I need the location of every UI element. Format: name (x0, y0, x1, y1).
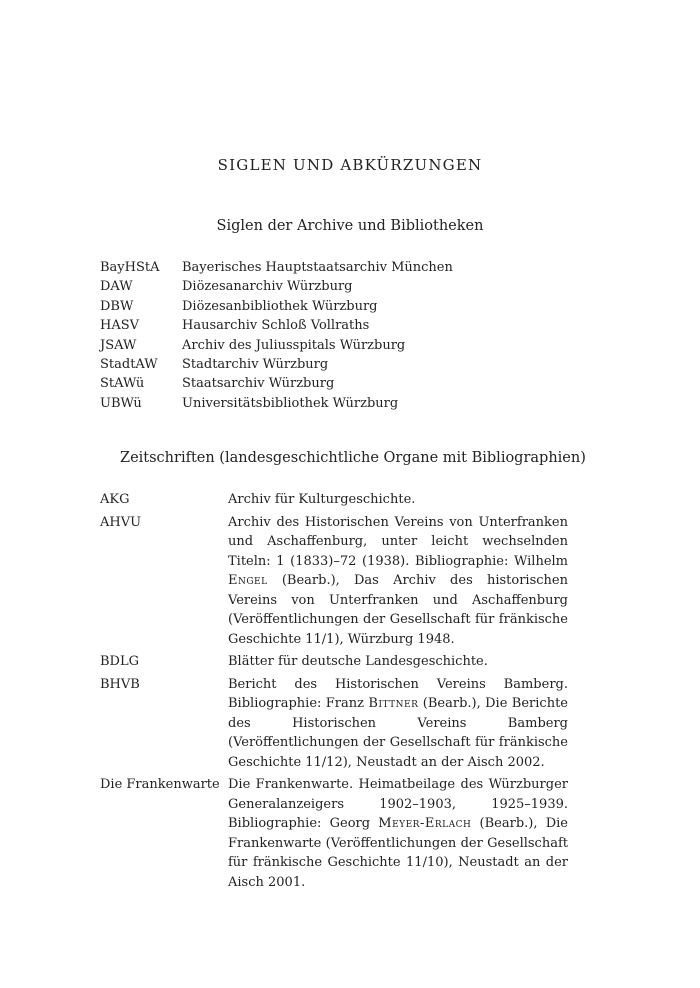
list-item (100, 374, 600, 393)
list-item (100, 277, 600, 296)
archive-abbreviation: StAWü (100, 376, 145, 392)
author-name: Meyer-Erlach (378, 816, 472, 831)
list-item (100, 775, 568, 892)
archive-abbreviation: HASV (100, 318, 140, 334)
journals-heading: Zeitschriften (landesgeschichtliche Organe mit Bibliographien) (120, 450, 586, 466)
archive-name: Universitätsbibliothek Würzburg (182, 395, 399, 411)
archive-name: Staatsarchiv Würzburg (182, 376, 335, 392)
author-name: Bittner (368, 696, 419, 711)
journal-abbreviation: AKG (100, 492, 130, 507)
list-item (100, 490, 568, 510)
journal-description (228, 513, 568, 650)
journals-list (100, 490, 568, 895)
archive-name: Hausarchiv Schloß Vollraths (182, 318, 370, 334)
archives-heading: Siglen der Archive und Bibliotheken (216, 218, 484, 234)
journal-abbreviation: Die Frankenwarte (100, 777, 220, 792)
journal-description-text: (Bearb.), Das Archiv des historischen Vereins von Unterfranken und Aschaffenburg (Veröffentlichungen der Gesellschaft für fränkische Geschichte 11/1), Würzburg 1948. (228, 573, 568, 647)
archive-name: Diözesanbibliothek Würzburg (182, 298, 378, 314)
journal-description-text: Archiv des Historischen Vereins von Unterfranken und Aschaffenburg, unter leicht wechselnden Titeln: 1 (1833)–72 (1938). Bibliographie: Wilhelm (228, 514, 568, 569)
list-item (100, 675, 568, 773)
archive-abbreviation: StadtAW (100, 356, 158, 372)
list-item (100, 513, 568, 650)
journal-abbreviation: AHVU (100, 514, 142, 530)
list-item (100, 336, 600, 355)
archive-abbreviation: JSAW (100, 337, 137, 353)
archive-name: Archiv des Juliusspitals Würzburg (182, 337, 406, 353)
archive-abbreviation: DAW (100, 279, 133, 295)
journal-description: Blätter für deutsche Landesgeschichte. (228, 654, 488, 669)
archive-name: Bayerisches Hauptstaatsarchiv München (182, 260, 453, 275)
journal-description (228, 775, 568, 892)
author-name: Engel (228, 573, 268, 588)
journal-description-text: Die Frankenwarte. Heimatbeilage des Würzburger Generalanzeigers 1902–1903, 1925–1939. Bibliographie: Georg (228, 777, 568, 831)
archive-abbreviation: UBWü (100, 395, 142, 411)
page-title: SIGLEN UND ABKÜRZUNGEN (217, 156, 483, 174)
list-item (100, 297, 600, 316)
list-item (100, 316, 600, 335)
archive-name: Stadtarchiv Würzburg (182, 356, 329, 372)
list-item (100, 355, 600, 374)
archive-abbreviation: BayHStA (100, 260, 160, 275)
journal-description-text: Bericht des Historischen Vereins Bamberg. Bibliographie: Franz (228, 676, 568, 711)
list-item (100, 652, 568, 672)
list-item (100, 394, 600, 413)
journal-abbreviation: BHVB (100, 676, 140, 692)
journal-description: Archiv für Kulturgeschichte. (228, 492, 416, 507)
journal-description-text: (Bearb.), Die Frankenwarte (Veröffentlichungen der Gesellschaft für fränkische Geschichte 11/10), Neustadt an der Aisch 2001. (228, 816, 568, 890)
archive-abbreviation: DBW (100, 298, 134, 314)
journal-description-text: (Bearb.), Die Berichte des Historischen Vereins Bamberg (Veröffentlichungen der Gesellschaft für fränkische Geschichte 11/12), Neustadt an der Aisch 2002. (228, 696, 568, 770)
journal-abbreviation: BDLG (100, 654, 139, 669)
archives-list (100, 258, 600, 413)
archive-name: Diözesanarchiv Würzburg (182, 279, 353, 295)
journal-description (228, 675, 568, 773)
list-item (100, 258, 600, 277)
